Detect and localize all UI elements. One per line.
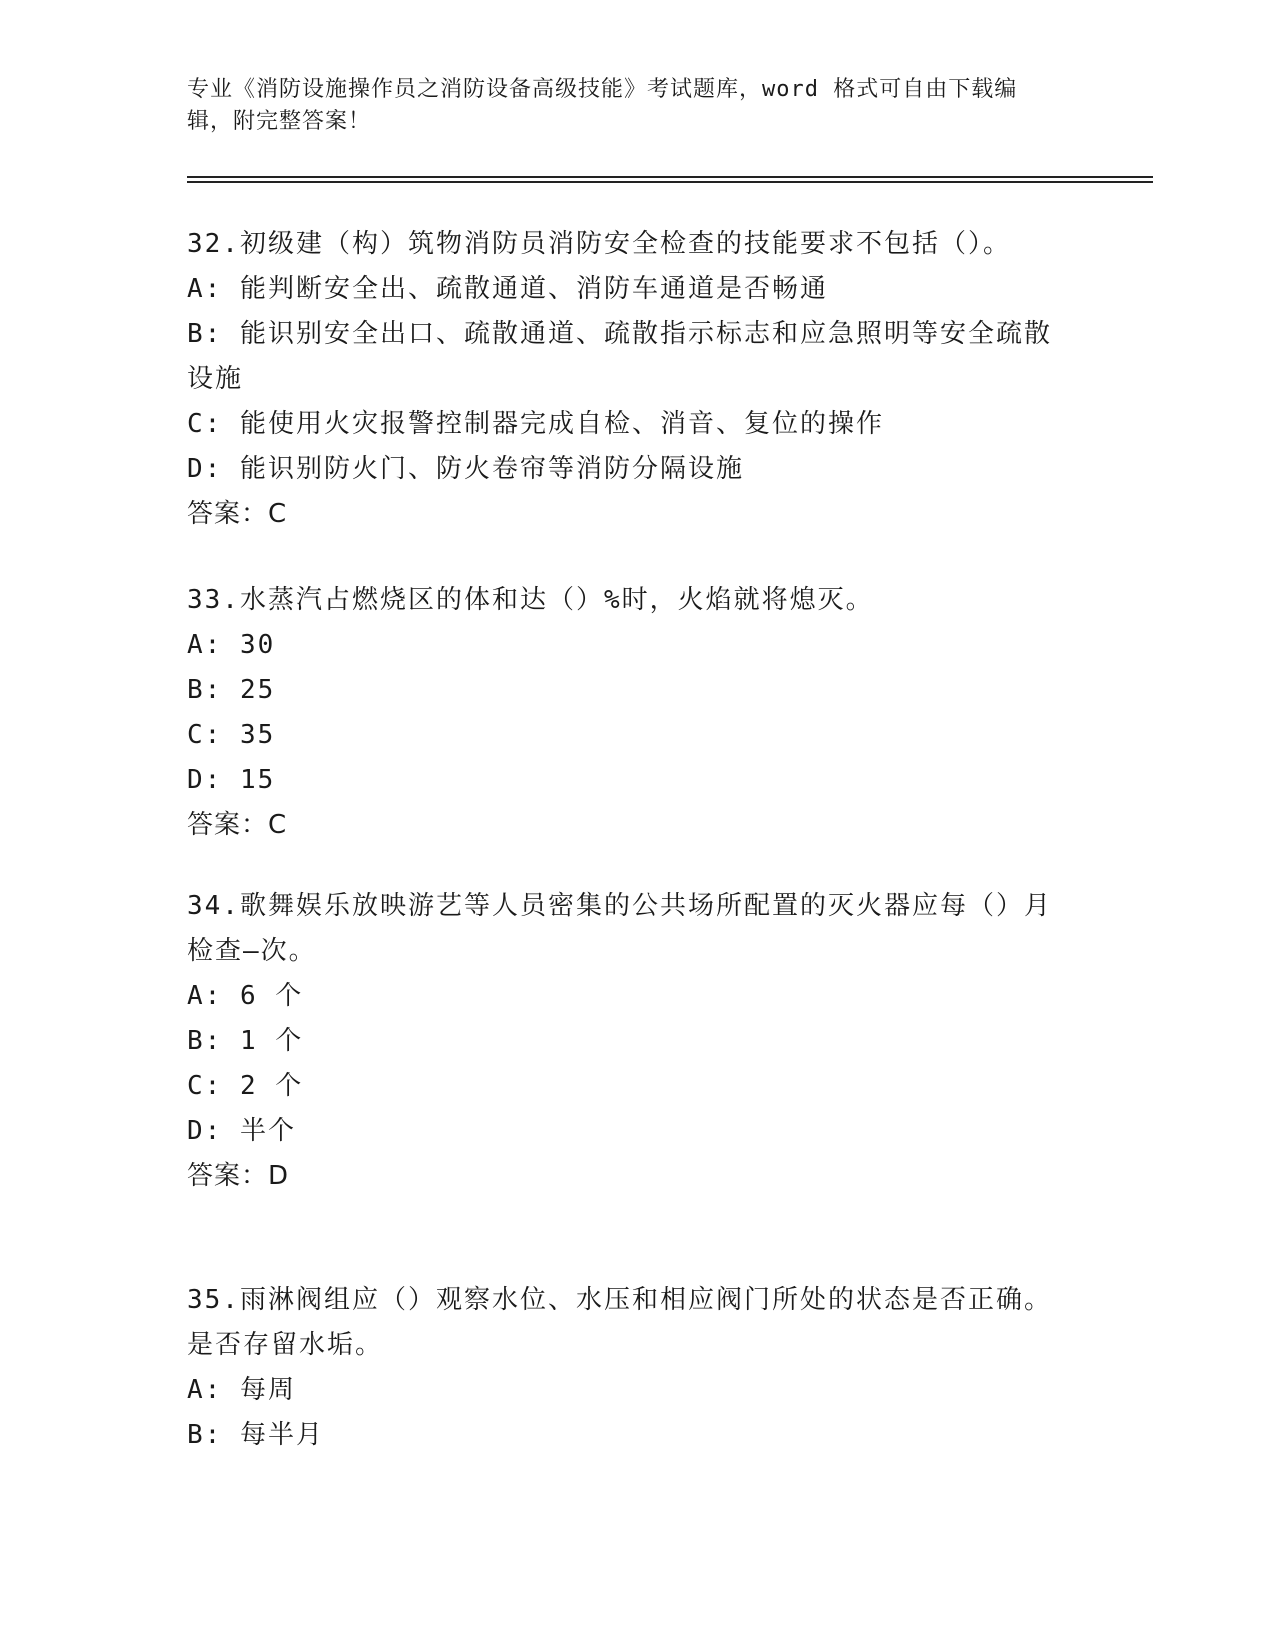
option-b: B: 1 个 [187, 1026, 304, 1056]
answer-label: 答案：C [187, 810, 288, 840]
document-header [187, 74, 1067, 138]
question-32 [187, 222, 1087, 537]
header-divider-bottom [187, 181, 1153, 183]
option-a: A: 30 [187, 630, 276, 660]
option-d: D: 15 [187, 765, 276, 795]
option-d: D: 能识别防火门、防火卷帘等消防分隔设施 [187, 454, 744, 484]
question-stem: 32.初级建（构）筑物消防员消防安全检查的技能要求不包括（）。 [187, 229, 1011, 259]
option-a: A: 能判断安全出、疏散通道、消防车通道是否畅通 [187, 274, 828, 304]
question-34 [187, 884, 1087, 1199]
option-c: C: 2 个 [187, 1071, 304, 1101]
option-d: D: 半个 [187, 1116, 296, 1146]
question-33 [187, 578, 1087, 848]
question-stem-continued: 检查—次。 [187, 936, 317, 966]
question-35 [187, 1278, 1087, 1458]
question-stem: 33.水蒸汽占燃烧区的体和达（）%时，火焰就将熄灭。 [187, 585, 874, 615]
option-b: B: 能识别安全出口、疏散通道、疏散指示标志和应急照明等安全疏散 [187, 319, 1052, 349]
option-c: C: 35 [187, 720, 276, 750]
option-b-continued: 设施 [187, 364, 244, 394]
header-line-2: 辑，附完整答案！ [187, 109, 372, 134]
option-a: A: 6 个 [187, 981, 304, 1011]
option-b: B: 25 [187, 675, 276, 705]
question-stem: 34.歌舞娱乐放映游艺等人员密集的公共场所配置的灭火器应每（）月 [187, 891, 1052, 921]
answer-label: 答案：C [187, 499, 288, 529]
option-a: A: 每周 [187, 1375, 296, 1405]
header-line-1: 专业《消防设施操作员之消防设备高级技能》考试题库，word 格式可自由下载编 [187, 77, 1018, 102]
answer-label: 答案：D [187, 1161, 290, 1191]
option-c: C: 能使用火灾报警控制器完成自检、消音、复位的操作 [187, 409, 884, 439]
question-stem: 35.雨淋阀组应（）观察水位、水压和相应阀门所处的状态是否正确。 [187, 1285, 1052, 1315]
question-stem-continued: 是否存留水垢。 [187, 1330, 384, 1360]
option-b: B: 每半月 [187, 1420, 324, 1450]
header-divider-top [187, 176, 1153, 178]
